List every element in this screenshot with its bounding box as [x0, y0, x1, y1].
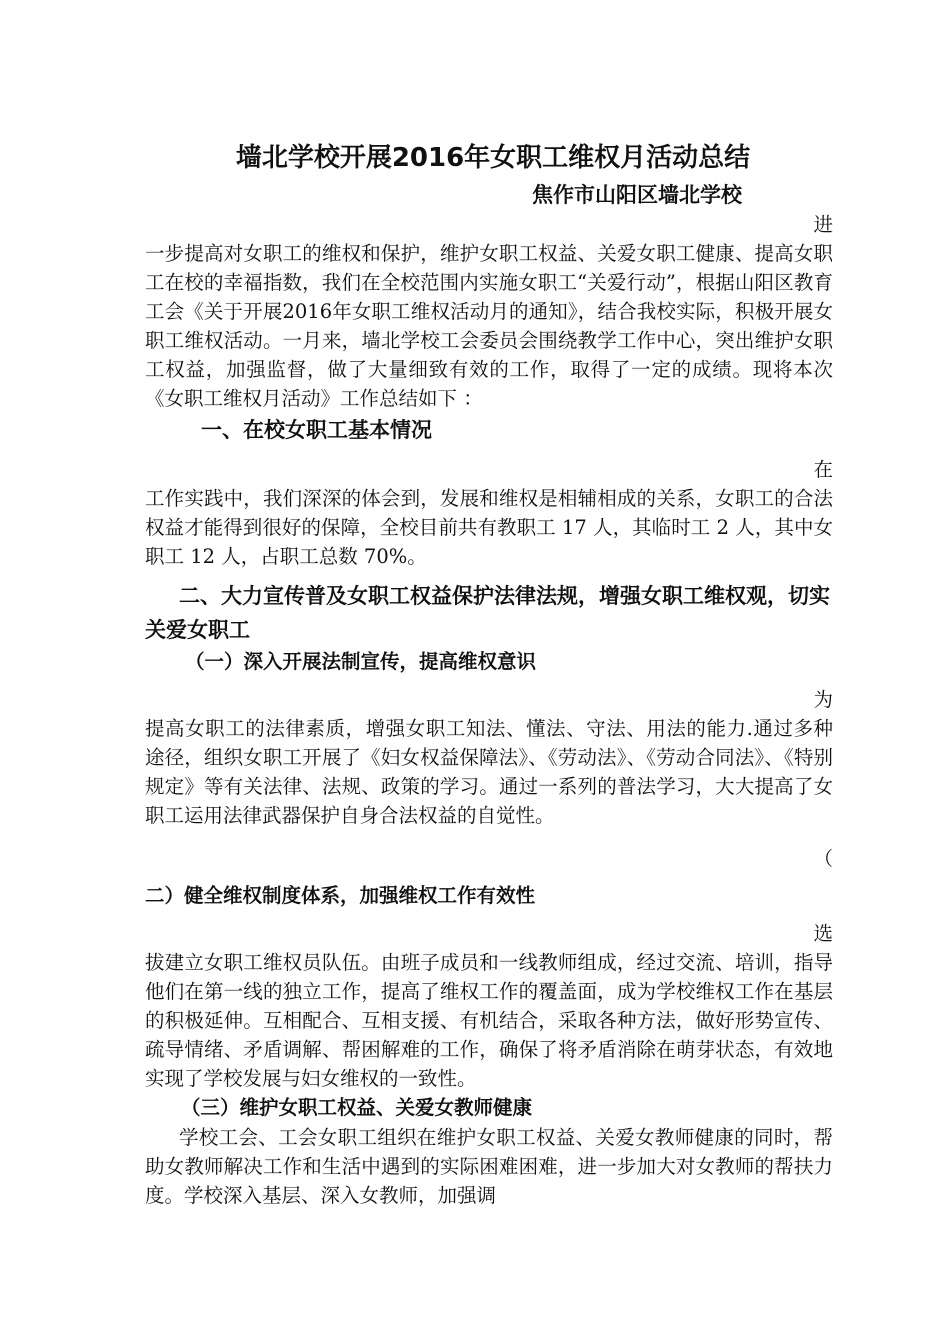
intro-paragraph: 一步提高对女职工的维权和保护，维护女职工权益、关爱女职工健康、提高女职工在校的幸福指数，我们在全校范围内实施女职工“关爱行动”，根据山阳区教育工会《关于开展2016年女职工维权活动月的通知》，结合我校实际，积极开展女职工维权活动。一月来，墙北学校工会委员会围绕教学工作中心，突出维护女职工权益，加强监督，做了大量细致有效的工作，取得了一定的成绩。现将本次《女职工维权月活动》工作总结如下 ：: [145, 242, 833, 410]
document-title: 墙北学校开展2016年女职工维权月活动总结: [235, 143, 751, 173]
section2-sub3-heading: （三）维护女职工权益、关爱女教师健康: [181, 1096, 533, 1119]
document-body: [145, 138, 833, 1210]
section2-heading: 二、大力宣传普及女职工权益保护法律法规，增强女职工维权观，切实关爱女职工: [145, 584, 830, 642]
intro-lead-char: 进: [813, 213, 833, 236]
sub2-lead-paren: （: [813, 847, 833, 870]
section2-sub1-heading: （一）深入开展法制宣传，提高维权意识: [185, 650, 537, 673]
section1-lead-char: 在: [813, 458, 833, 481]
section1-heading: 一、在校女职工基本情况: [201, 418, 432, 442]
section2-sub2-heading: 二）健全维权制度体系，加强维权工作有效性: [145, 884, 536, 907]
sub1-paragraph: 提高女职工的法律素质，增强女职工知法、懂法、守法、用法的能力.通过多种途径，组织女职工开展了《妇女权益保障法》、《劳动法》、《劳动合同法》、《特别规定》等有关法律、法规、政策的学习。通过一系列的普法学习，大大提高了女职工运用法律武器保护自身合法权益的自觉性。: [145, 717, 833, 827]
sub2-paragraph: 拔建立女职工维权员队伍。由班子成员和一线教师组成，经过交流、培训，指导他们在第一线的独立工作，提高了维权工作的覆盖面，成为学校维权工作在基层的积极延伸。互相配合、互相支援、有机结合，采取各种方法，做好形势宣传、疏导情绪、矛盾调解、帮困解难的工作，确保了将矛盾消除在萌芽状态，有效地实现了学校发展与妇女维权的一致性。: [145, 951, 833, 1090]
sub3-paragraph: 学校工会、工会女职工组织在维护女职工权益、关爱女教师健康的同时，帮助女教师解决工作和生活中遇到的实际困难困难，进一步加大对女教师的帮扶力度。学校深入基层、深入女教师，加强调: [145, 1126, 833, 1207]
document-author: 焦作市山阳区墙北学校: [532, 183, 742, 207]
section1-paragraph: 工作实践中，我们深深的体会到，发展和维权是相辅相成的关系，女职工的合法权益才能得到很好的保障，全校目前共有教职工 17 人，其临时工 2 人，其中女职工 12 人，占职工总数 70%。: [145, 487, 833, 568]
sub1-lead-char: 为: [813, 688, 833, 711]
sub2-lead-char: 选: [813, 922, 833, 945]
